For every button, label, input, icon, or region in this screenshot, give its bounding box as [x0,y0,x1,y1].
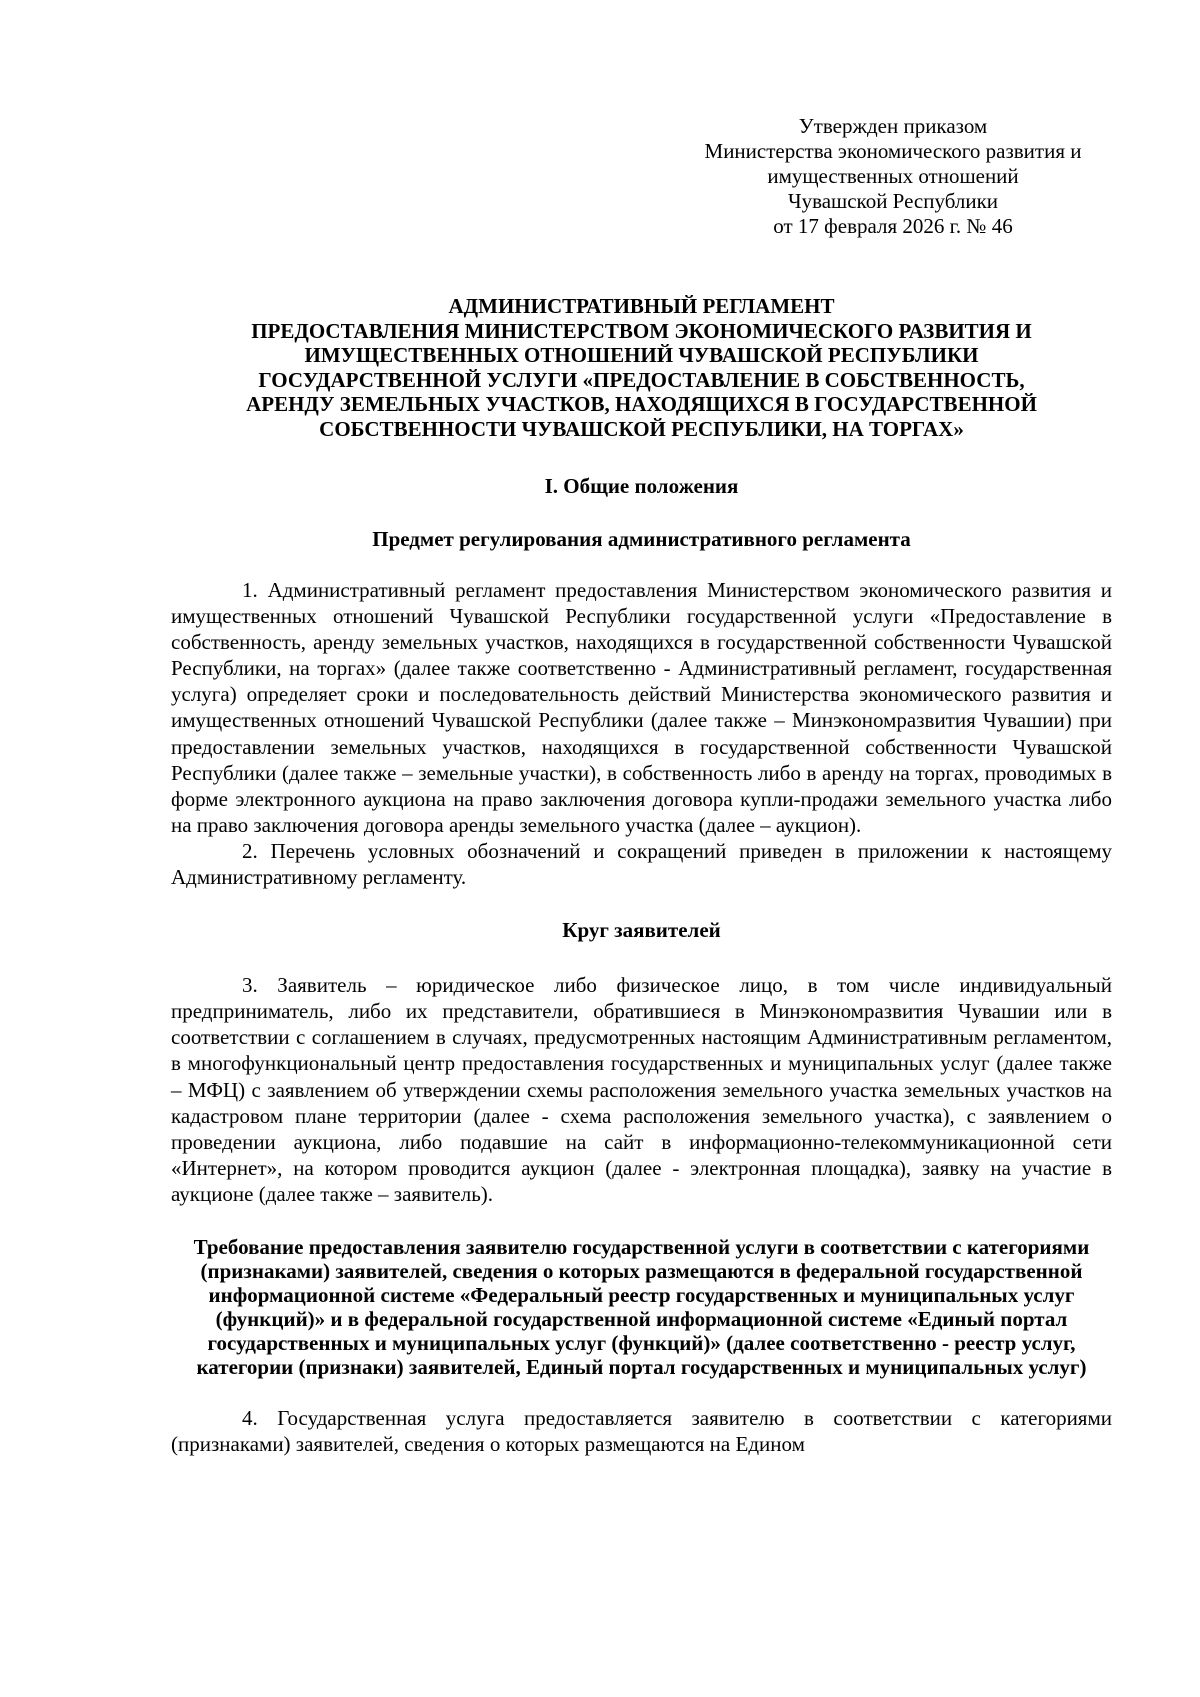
title-line-1: АДМИНИСТРАТИВНЫЙ РЕГЛАМЕНТ [448,294,835,318]
paragraph-2: 2. Перечень условных обозначений и сокращений приведен в приложении к настоящему Административному регламенту. [171,838,1112,890]
section-heading-general: I. Общие положения [544,474,739,498]
document-body [171,294,1112,1457]
approval-line-4: Чувашской Республики [787,189,999,213]
approval-line-1: Утвержден приказом [798,114,988,138]
subheading-subject: Предмет регулирования административного регламента [372,527,911,551]
title-line-6: СОБСТВЕННОСТИ ЧУВАШСКОЙ РЕСПУБЛИКИ, НА ТОРГАХ» [319,416,964,441]
title-line-5: АРЕНДУ ЗЕМЕЛЬНЫХ УЧАСТКОВ, НАХОДЯЩИХСЯ В ГОСУДАРСТВЕННОЙ [246,392,1037,416]
approval-line-2: Министерства экономического развития и [704,139,1082,163]
title-line-4: ГОСУДАРСТВЕННОЙ УСЛУГИ «ПРЕДОСТАВЛЕНИЕ В СОБСТВЕННОСТЬ, [258,367,1025,392]
paragraph-3: 3. Заявитель – юридическое либо физическое лицо, в том числе индивидуальный предприниматель, либо их представители, обратившиеся в Минэкономразвития Чувашии или в соответствии с соглашением в случаях, предусмотренных настоящим Административным регламентом, в многофункциональный центр предоставления государственных и муниципальных услуг (далее также – МФЦ) с заявлением об утверждении схемы расположения земельного участка земельных участков на кадастровом плане территории (далее - схема расположения земельного участка), с заявлением о проведении аукциона, либо подавшие на сайт в информационно-телекоммуникационной сети «Интернет», на котором проводится аукцион (далее - электронная площадка), заявку на участие в аукционе (далее также – заявитель). [171,973,1112,1206]
approval-line-5: от 17 февраля 2026 г. № 46 [773,214,1013,238]
title-line-2: ПРЕДОСТАВЛЕНИЯ МИНИСТЕРСТВОМ ЭКОНОМИЧЕСКОГО РАЗВИТИЯ И [251,318,1032,343]
approval-line-3: имущественных отношений [767,164,1019,188]
title-line-3: ИМУЩЕСТВЕННЫХ ОТНОШЕНИЙ ЧУВАШСКОЙ РЕСПУБЛИКИ [304,343,979,367]
paragraph-1: 1. Административный регламент предоставления Министерством экономического развития и имущественных отношений Чувашской Республики государственной услуги «Предоставление в собственность, аренду земельных участков, находящихся в государственной собственности Чувашской Республики, на торгах» (далее также соответственно - Административный регламент, государственная услуга) определяет сроки и последовательность действий Министерства экономического развития и имущественных отношений Чувашской Республики (далее также – Минэкономразвития Чувашии) при предоставлении земельных участков, находящихся в государственной собственности Чувашской Республики (далее также – земельные участки), в собственность либо в аренду на торгах, проводимых в форме электронного аукциона на право заключения договора купли-продажи земельного участка либо на право заключения договора аренды земельного участка (далее – аукцион). [171,578,1112,837]
approval-stamp [668,114,1118,239]
document-title [171,294,1112,441]
subheading-requirement: Требование предоставления заявителю государственной услуги в соответствии с категориями (признаками) заявителей, сведения о которых размещаются в федеральной государственной информационной системе «Федеральный реестр государственных и муниципальных услуг (функций)» и в федеральной государственной информационной системе «Единый портал государственных и муниципальных услуг (функций)» (далее соответственно - реестр услуг, категории (признаки) заявителей, Единый портал государственных и муниципальных услуг) [193,1234,1090,1379]
paragraph-4: 4. Государственная услуга предоставляется заявителю в соответствии с категориями (признаками) заявителей, сведения о которых размещаются на Едином [171,1405,1112,1457]
subheading-applicants: Круг заявителей [562,918,721,943]
